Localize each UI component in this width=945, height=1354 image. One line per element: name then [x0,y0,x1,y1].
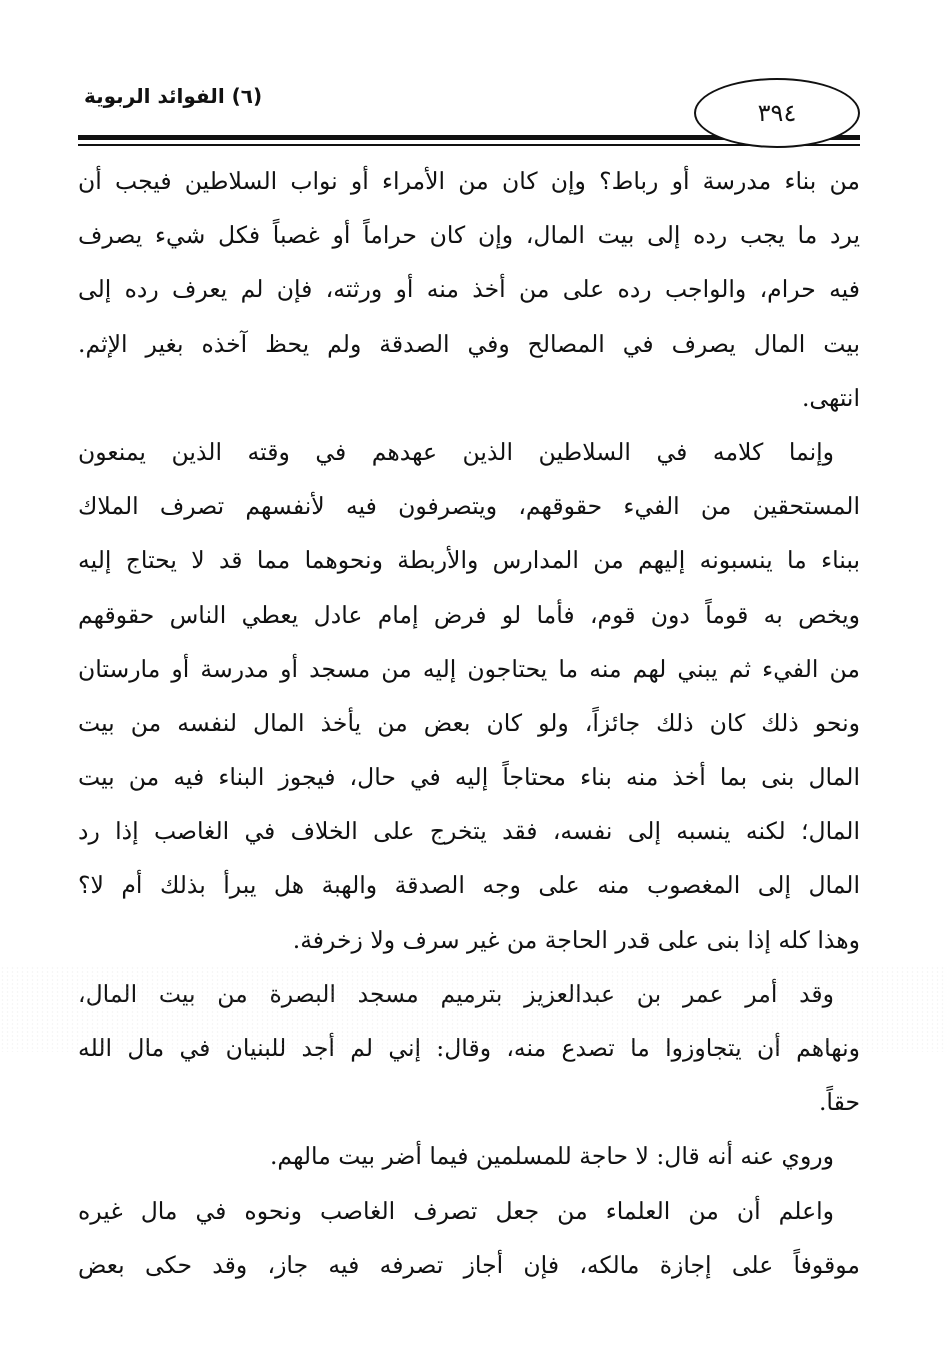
text-line: من الفيء ثم يبني لهم منه ما يحتاجون إليه من مسجد أو مدرسة أو مارستان [78,654,860,683]
text-line: حقاً. [818,1088,860,1117]
text-line: وإنما كلامه في السلاطين الذين عهدهم في وقته الذين يمنعون [78,437,834,466]
text-line: المال إلى المغصوب منه على وجه الصدقة والهبة هل يبرأ بذلك أم لا؟ [78,871,860,900]
text-line: وهذا كله إذا بنى على قدر الحاجة من غير سرف ولا زخرفة. [292,925,860,954]
text-line: المستحقين من الفيء حقوقهم، ويتصرفون فيه لأنفسهم تصرف الملاك [78,492,860,521]
text-line: ويخص به قوماً دون قوم، فأما لو فرض إمام عادل يعطي الناس حقوقهم [78,600,860,629]
text-line: من بناء مدرسة أو رباط؟ وإن كان من الأمراء أو نواب السلاطين فيجب أن [78,167,860,195]
text-line: وروي عنه أنه قال: لا حاجة للمسلمين فيما أضر بيت مالهم. [269,1142,834,1171]
body-text [78,154,860,1292]
text-line: واعلم أن من العلماء من جعل تصرف الغاصب ونحوه في مال غيره [78,1196,834,1225]
text-line: وقد أمر عمر بن عبدالعزيز بترميم مسجد البصرة من بيت المال، [78,979,834,1008]
text-line: فيه حرام، والواجب رده على من أخذ منه أو ورثته، فإن لم يعرف رده إلى [78,275,860,304]
text-line: موقوفاً على إجازة مالكه، فإن أجاز تصرفه فيه جاز، وقد حكى بعض [78,1250,860,1279]
text-line: المال؛ لكنه ينسبه إلى نفسه، فقد يتخرج على الخلاف في الغاصب إذا رد [78,817,860,846]
running-title: (٦) الفوائد الربوية [84,84,263,108]
text-line: ونهاهم أن يتجاوزوا ما تصدع منه، وقال: إني لم أجد للبنيان في مال الله [78,1034,860,1062]
text-line: ونحو ذلك كان ذلك جائزاً، ولو كان بعض من يأخذ المال لنفسه من بيت [78,708,860,737]
text-line: المال بنى بما أخذ منه بناء محتاجاً إليه في حال، فيجوز البناء فيه من بيت [78,763,860,792]
text-line: بيت المال يصرف في المصالح وفي الصدقة ولم يحظ آخذه بغير الإثم. [78,329,860,358]
text-line: انتهى. [801,383,860,412]
text-line: يرد ما يجب رده إلى بيت المال، وإن كان حراماً أو غصباً فكل شيء يصرف [78,221,860,250]
text-line: ببناء ما ينسبونه إليهم من المدارس والأربطة ونحوهما مما قد لا يحتاج إليه [78,546,860,575]
page-number: ٣٩٤ [694,78,860,148]
